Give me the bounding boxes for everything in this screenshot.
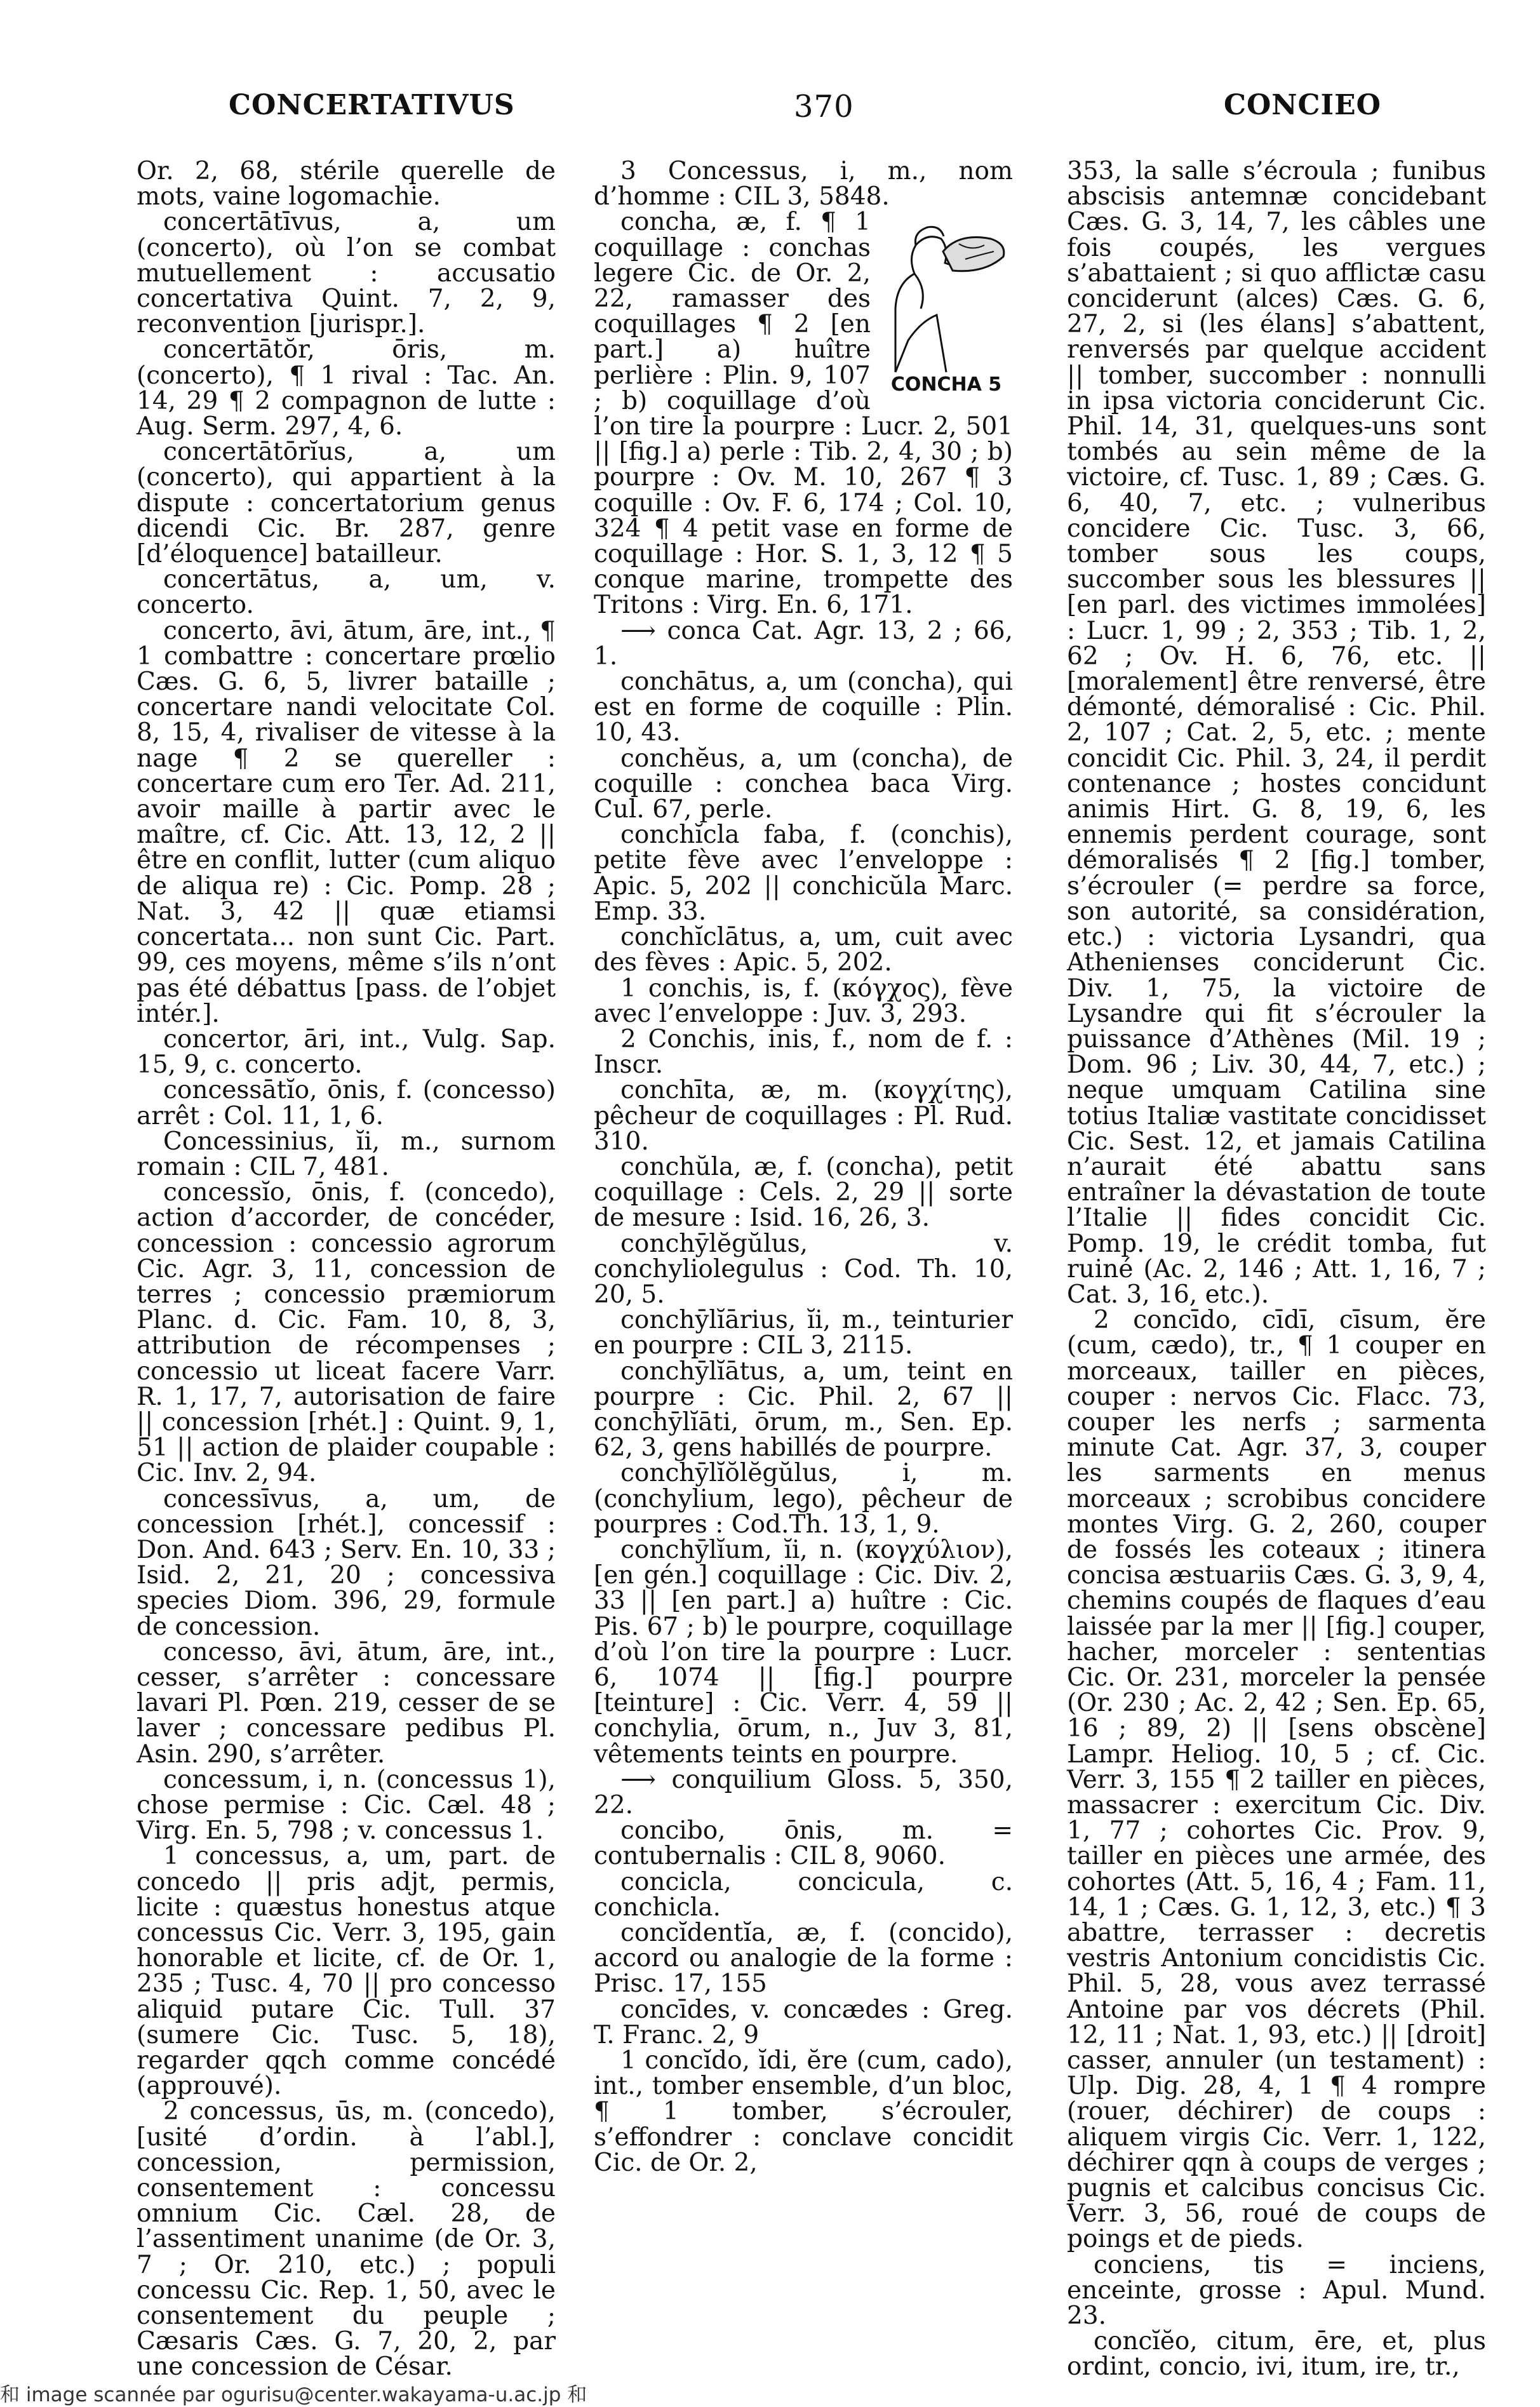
dictionary-entry: 1 conchis, is, f. (κόγχος), fève avec l’enveloppe : Juv. 3, 293. <box>594 974 1013 1028</box>
dictionary-entry: concessum, i, n. (concessus 1), chose permise : Cic. Cæl. 48 ; Virg. En. 5, 798 ; v. concessus 1. <box>137 1765 556 1846</box>
concha-illustration <box>880 213 1013 404</box>
dictionary-entry: conchȳlĭum, ĭi, n. (κογχύλιον), [en gén.] coquillage : Cic. Div. 2, 33 || [en part.] a) huître : Cic. Pis. 67 ; b) le pourpre, coquillage d’où l’on tire la pourpre : Lucr. 6, 1074 || [fig.] pourpre [teinture] : Cic. Verr. 4, 59 || conchylia, ōrum, n., Juv 3, 81, vêtements teints en pourpre. <box>594 1535 1013 1769</box>
column-2 <box>594 159 1013 2293</box>
dictionary-entry: conciens, tis = inciens, enceinte, grosse : Apul. Mund. 23. <box>1067 2250 1486 2331</box>
dictionary-entry: Or. 2, 68, stérile querelle de mots, vaine logomachie. <box>137 157 556 211</box>
dictionary-entry: 1 concessus, a, um, part. de concedo || pris adjt, permis, licite : quæstus honestus atque concessus Cic. Verr. 3, 195, gain honorable et licite, cf. de Or. 1, 235 ; Tusc. 4, 70 || pro concesso aliquid putare Cic. Tull. 37 (sumere Cic. Tusc. 5, 18), regarder qqch comme concédé (approuvé). <box>137 1842 556 2101</box>
dictionary-entry: concicla, concicula, c. conchicla. <box>594 1867 1013 1922</box>
figure-caption: CONCHA 5 <box>890 373 1002 396</box>
dictionary-entry: Concessinius, ĭi, m., surnom romain : CIL 7, 481. <box>137 1127 556 1181</box>
dictionary-entry: conchȳlĕgŭlus, v. conchyliolegulus : Cod. Th. 10, 20, 5. <box>594 1229 1013 1309</box>
dictionary-entry: concertātīvus, a, um (concerto), où l’on se combat mutuellement : accusatio concertativa Quint. 7, 2, 9, reconvention [jurispr.]. <box>137 208 556 339</box>
dictionary-entry: conchĭcla faba, f. (conchis), petite fève avec l’enveloppe : Apic. 5, 202 || conchicŭla Marc. Emp. 33. <box>594 821 1013 926</box>
dictionary-entry: conchȳlĭārius, ĭi, m., teinturier en pourpre : CIL 3, 2115. <box>594 1306 1013 1360</box>
dictionary-entry: concha, æ, f. ¶ 1 coquillage : conchas legere Cic. de Or. 2, 22, ramasser des coquillages ¶ 2 [en part.] a) huître perlière : Plin. 9, 107 ; b) coquillage d’où l’on tire la pourpre : Lucr. 2, 501 || [fig.] a) perle : Tib. 2, 4, 30 ; b) pourpre : Ov. M. 10, 267 ¶ 3 coquille : Ov. F. 6, 174 ; Col. 10, 324 ¶ 4 petit vase en forme de coquillage : Hor. S. 1, 3, 12 ¶ 5 conque marine, trompette des Tritons : Virg. En. 6, 171. <box>594 208 1013 620</box>
dictionary-entry: concĭĕo, citum, ēre, et, plus ordint, concio, ivi, itum, ire, tr., <box>1067 2327 1486 2382</box>
dictionary-entry: 2 concīdo, cīdī, cīsum, ĕre (cum, cædo), tr., ¶ 1 couper en morceaux, tailler en pièces, couper : nervos Cic. Flacc. 73, couper les nerfs ; sarmenta minute Cat. Agr. 37, 3, couper les sarments en menus morceaux ; scrobibus concidere montes Virg. G. 2, 260, couper de fossés les coteaux ; itinera concisa æstuariis Cæs. G. 3, 9, 4, chemins coupés de flaques d’eau laissée par la mer || [fig.] couper, hacher, morceler : sententias Cic. Or. 231, morceler la pensée (Or. 230 ; Ac. 2, 42 ; Sen. Ep. 65, 16 ; 89, 2) || [sens obscène] Lampr. Heliog. 10, 5 ; cf. Cic. Verr. 3, 155 ¶ 2 tailler en pièces, massacrer : exercitum Cic. Div. 1, 77 ; cohortes Cic. Prov. 9, tailler en pièces une armée, des cohortes (Att. 5, 16, 4 ; Fam. 11, 14, 1 ; Cæs. G. 1, 12, 3, etc.) ¶ 3 abattre, terrasser : decretis vestris Antonium concidistis Cic. Phil. 5, 28, vous avez terrassé Antoine par vos décrets (Phil. 12, 11 ; Nat. 1, 93, etc.) || [droit] casser, annuler (un testament) : Ulp. Dig. 28, 4, 1 ¶ 4 rompre (rouer, déchirer) de coups : aliquem virgis Cic. Verr. 1, 122, déchirer qqn à coups de verges ; pugnis et calcibus concisus Cic. Verr. 3, 56, roué de coups de poings et de pieds. <box>1067 1306 1486 2254</box>
dictionary-entry: concibo, ōnis, m. = contubernalis : CIL 8, 9060. <box>594 1816 1013 1871</box>
page-number: 370 <box>794 89 854 124</box>
dictionary-entry: ⟶ conca Cat. Agr. 13, 2 ; 66, 1. <box>594 616 1013 671</box>
triton-blowing-conch-icon <box>883 213 1010 372</box>
dictionary-entry: concessĭo, ōnis, f. (concedo), action d’accorder, de concéder, concession : concessio agrorum Cic. Agr. 3, 11, concession de terres ; concessio præmiorum Planc. d. Cic. Fam. 10, 8, 3, attribution de récompenses ; concessio ut liceat facere Varr. R. 1, 17, 7, autorisation de faire || concession [rhét.] : Quint. 9, 1, 51 || action de plaider coupable : Cic. Inv. 2, 94. <box>137 1178 556 1488</box>
dictionary-entry: concerto, āvi, ātum, āre, int., ¶ 1 combattre : concertare prœlio Cæs. G. 6, 5, livrer bataille ; concertare nandi velocitate Col. 8, 15, 4, rivaliser de vitesse à la nage ¶ 2 se quereller : concertare cum ero Ter. Ad. 211, avoir maille à partir avec le maître, cf. Cic. Att. 13, 12, 2 || être en conflit, lutter (cum aliquo de aliqua re) : Cic. Pomp. 28 ; Nat. 3, 42 || quæ etiamsi concertata... non sunt Cic. Part. 99, ces moyens, même s’ils n’ont pas été débattus [pass. de l’objet intér.]. <box>137 616 556 1028</box>
column-1 <box>137 157 556 2382</box>
dictionary-entry: concīdes, v. concædes : Greg. T. Franc. 2, 9 <box>594 1995 1013 2049</box>
dictionary-entry: conchŭla, æ, f. (concha), petit coquillage : Cels. 2, 29 || sorte de mesure : Isid. 16, 26, 3. <box>594 1152 1013 1233</box>
header-left-guide-word: CONCERTATIVUS <box>229 89 515 121</box>
dictionary-entry: concessātĭo, ōnis, f. (concesso) arrêt : Col. 11, 1, 6. <box>137 1076 556 1130</box>
dictionary-entry: 2 concessus, ūs, m. (concedo), [usité d’ordin. à l’abl.], concession, permission, consentement : concessu omnium Cic. Cæl. 28, de l’assentiment unanime (de Or. 3, 7 ; Or. 210, etc.) ; populi concessu Cic. Rep. 1, 50, avec le consentement du peuple ; Cæsaris Cæs. G. 7, 20, 2, par une concession de César. <box>137 2097 556 2382</box>
dictionary-entry: conchȳlĭātus, a, um, teint en pourpre : Cic. Phil. 2, 67 || conchȳlĭāti, ōrum, m., Sen. Ep. 62, 3, gens habillés de pourpre. <box>594 1357 1013 1463</box>
header-right-guide-word: CONCIEO <box>1223 89 1381 121</box>
dictionary-entry: conchātus, a, um (concha), qui est en forme de coquille : Plin. 10, 43. <box>594 667 1013 748</box>
dictionary-entry: 353, la salle s’écroula ; funibus abscisis antemnæ concidebant Cæs. G. 3, 14, 7, les câbles une fois coupés, les vergues s’abattaient ; si quo afflictæ casu conciderunt (alces) Cæs. G. 6, 27, 2, si (les élans] s’abattent, renversés par quelque accident || tomber, succomber : nonnulli in ipsa victoria conciderunt Cic. Phil. 14, 31, quelques-uns sont tombés au sein même de la victoire, cf. Tusc. 1, 89 ; Cæs. G. 6, 40, 7, etc. ; vulneribus concidere Cic. Tusc. 3, 66, tomber sous les coups, succomber sous les blessures || [en parl. des victimes immolées] : Lucr. 1, 99 ; 2, 353 ; Tib. 1, 2, 62 ; Ov. H. 6, 76, etc. || [moralement] être renversé, être démonté, démoralisé : Cic. Phil. 2, 107 ; Cat. 2, 5, etc. ; mente concidit Cic. Phil. 3, 24, il perdit contenance ; hostes concidunt animis Hirt. G. 8, 19, 6, les ennemis perdent courage, sont démoralisés ¶ 2 [fig.] tomber, s’écrouler (= perdre sa force, son autorité, sa considération, etc.) : victoria Lysandri, qua Athenienses conciderunt Cic. Div. 1, 75, la victoire de Lysandre qui fit s’écrouler la puissance d’Athènes (Mil. 19 ; Dom. 96 ; Liv. 30, 44, 7, etc.) ; neque umquam Catilina sine totius Italiæ vastitate concidisset Cic. Sest. 12, et jamais Catilina n’aurait été abattu sans entraîner la dévastation de toute l’Italie || fides concidit Cic. Pomp. 19, le crédit tomba, fut ruiné (Ac. 2, 146 ; Att. 1, 16, 7 ; Cat. 3, 16, etc.). <box>1067 157 1486 1309</box>
dictionary-entry: 2 Conchis, inis, f., nom de f. : Inscr. <box>594 1024 1013 1080</box>
dictionary-entry: conchĭclātus, a, um, cuit avec des fèves : Apic. 5, 202. <box>594 923 1013 977</box>
dictionary-entry: 1 concĭdo, ĭdi, ĕre (cum, cado), int., tomber ensemble, d’un bloc, ¶ 1 tomber, s’écrouler, s’effondrer : conclave concidit Cic. de Or. 2, <box>594 2046 1013 2177</box>
dictionary-entry: conchȳlĭŏlĕgŭlus, i, m. (conchylium, lego), pêcheur de pourpres : Cod.Th. 13, 1, 9. <box>594 1459 1013 1539</box>
dictionary-entry: conchīta, æ, m. (κογχίτης), pêcheur de coquillages : Pl. Rud. 310. <box>594 1076 1013 1156</box>
dictionary-entry: concertor, āri, int., Vulg. Sap. 15, 9, c. concerto. <box>137 1024 556 1080</box>
running-header <box>0 89 1540 140</box>
dictionary-entry: concessīvus, a, um, de concession [rhét.], concessif : Don. And. 643 ; Serv. En. 10, 33 ; Isid. 2, 21, 20 ; concessiva species Diom. 396, 29, formule de concession. <box>137 1484 556 1641</box>
scan-credit-footer: 和 image scannée par ogurisu@center.wakayama-u.ac.jp 和 <box>0 2384 587 2406</box>
dictionary-entry: concertātŏr, ōris, m. (concerto), ¶ 1 rival : Tac. An. 14, 29 ¶ 2 compagnon de lutte : Aug. Serm. 297, 4, 6. <box>137 335 556 441</box>
dictionary-entry: 3 Concessus, i, m., nom d’homme : CIL 3, 5848. <box>594 157 1013 211</box>
dictionary-entry: conchĕus, a, um (concha), de coquille : conchea baca Virg. Cul. 67, perle. <box>594 744 1013 824</box>
dictionary-entry: concertātōrĭus, a, um (concerto), qui appartient à la dispute : concertatorium genus dicendi Cic. Br. 287, genre [d’éloquence] batailleur. <box>137 438 556 569</box>
dictionary-entry: concertātus, a, um, v. concerto. <box>137 565 556 620</box>
dictionary-entry: concesso, āvi, ātum, āre, int., cesser, s’arrêter : concessare lavari Pl. Pœn. 219, cesser de se laver ; concessare pedibus Pl. Asin. 290, s’arrêter. <box>137 1637 556 1769</box>
dictionary-entry: ⟶ conquilium Gloss. 5, 350, 22. <box>594 1765 1013 1820</box>
dictionary-entry: concĭdentĭa, æ, f. (concido), accord ou analogie de la forme : Prisc. 17, 155 <box>594 1919 1013 1999</box>
column-3 <box>1067 157 1486 2382</box>
